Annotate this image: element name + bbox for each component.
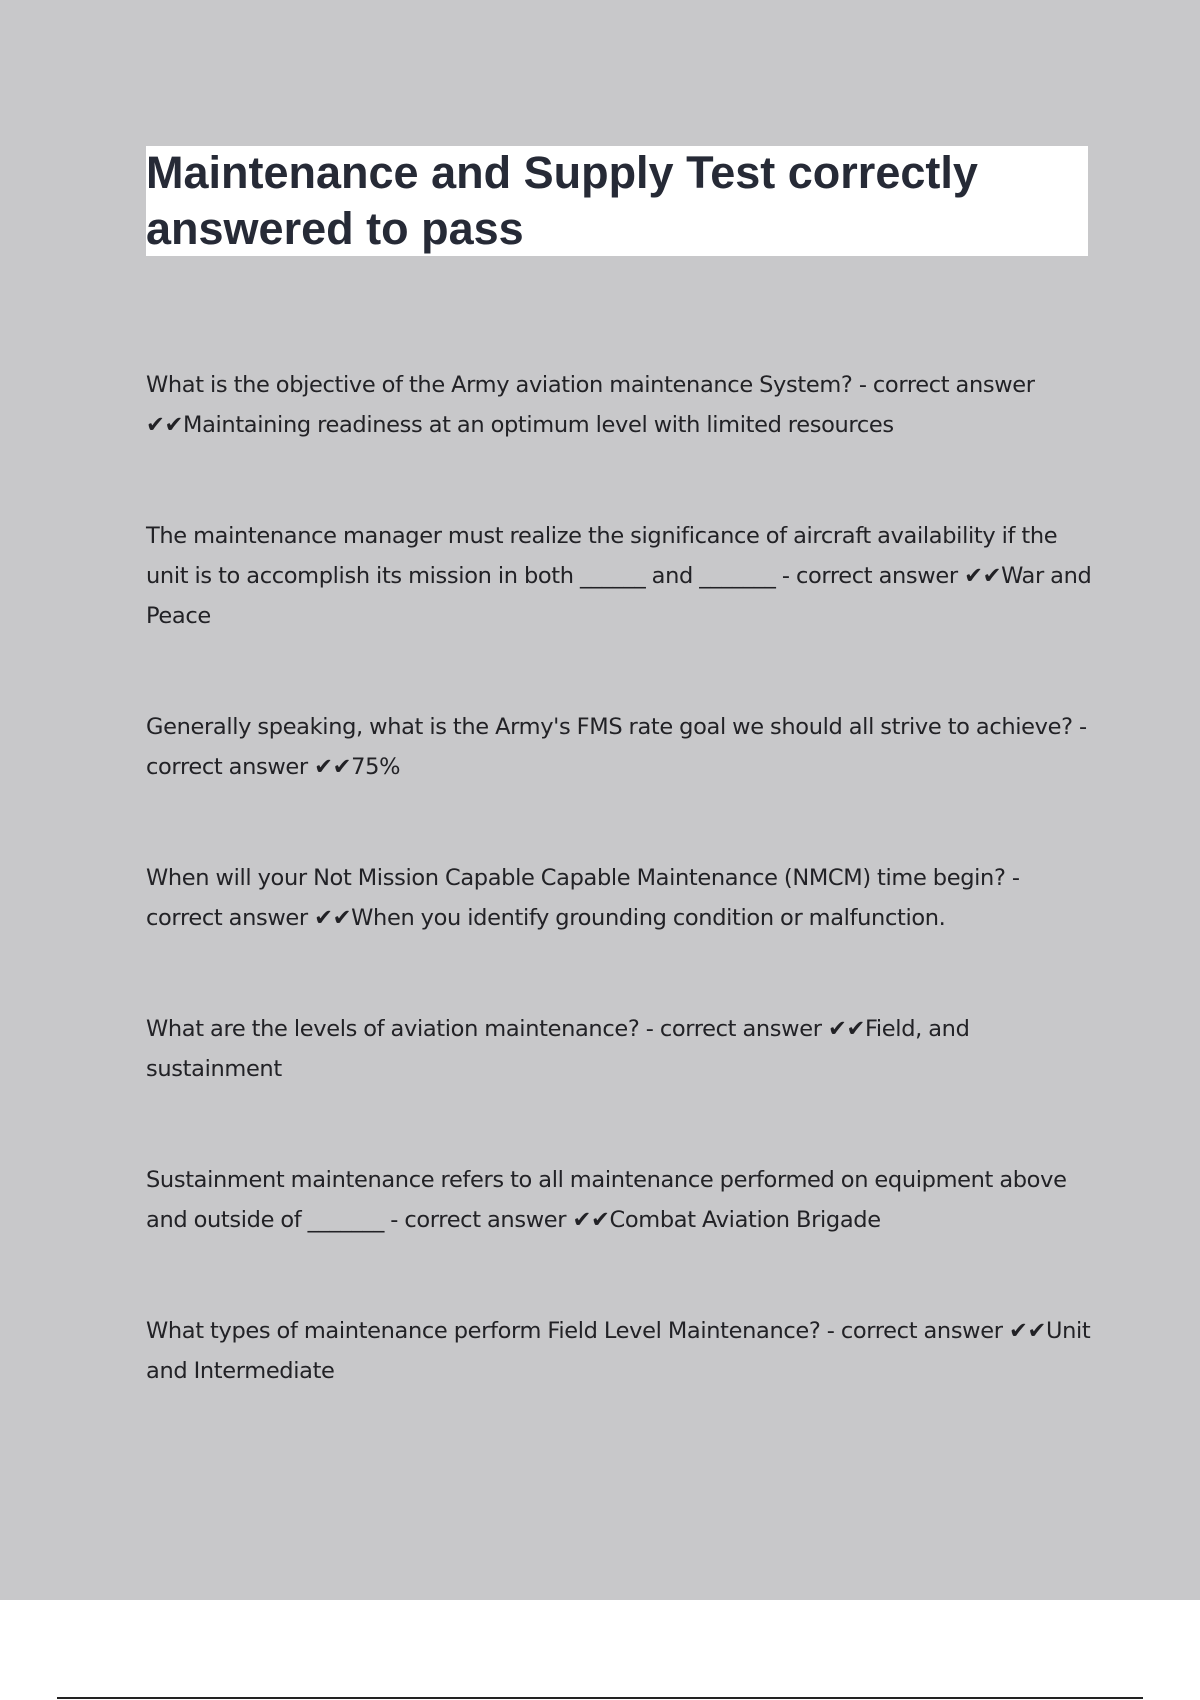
qa-item-5 <box>146 1009 1096 1089</box>
qa-item-7 <box>146 1311 1096 1391</box>
checkmark-icon: ✔✔ <box>964 563 1002 589</box>
checkmark-icon: ✔✔ <box>314 754 352 780</box>
answer-text: Field, and sustainment <box>146 1016 970 1082</box>
answer-text: Maintaining readiness at an optimum level with limited resources <box>183 412 894 438</box>
qa-item-1 <box>146 365 1096 445</box>
checkmark-icon: ✔✔ <box>572 1207 610 1233</box>
title-highlight-box <box>146 146 1088 256</box>
footer-divider <box>57 1697 1143 1699</box>
question-text: The maintenance manager must realize the significance of aircraft availability if the unit is to accomplish its mission in both ______ and _______ - correct answer <box>146 523 1058 589</box>
answer-text: When you identify grounding condition or malfunction. <box>351 905 946 931</box>
document-title: Maintenance and Supply Test correctly answered to pass <box>146 147 978 254</box>
question-text: What types of maintenance perform Field Level Maintenance? - correct answer <box>146 1318 1003 1344</box>
answer-text: Combat Aviation Brigade <box>609 1207 881 1233</box>
checkmark-icon: ✔✔ <box>314 905 352 931</box>
qa-item-4 <box>146 858 1096 938</box>
question-text: What is the objective of the Army aviation maintenance System? - correct answer <box>146 372 1035 398</box>
question-text: What are the levels of aviation maintenance? - correct answer <box>146 1016 822 1042</box>
question-text: Generally speaking, what is the Army's FMS rate goal we should all strive to achieve? - correct answer <box>146 714 1087 780</box>
question-text: When will your Not Mission Capable Capable Maintenance (NMCM) time begin? - correct answer <box>146 865 1020 931</box>
qa-item-3 <box>146 707 1096 787</box>
answer-text: Unit and Intermediate <box>146 1318 1091 1384</box>
answer-text: War and Peace <box>146 563 1092 629</box>
qa-item-6 <box>146 1160 1096 1240</box>
qa-item-2 <box>146 516 1096 636</box>
qa-list <box>146 365 1096 1391</box>
question-text: Sustainment maintenance refers to all maintenance performed on equipment above and outside of _______ - correct answer <box>146 1167 1067 1233</box>
checkmark-icon: ✔✔ <box>146 412 184 438</box>
answer-text: 75% <box>351 754 401 780</box>
checkmark-icon: ✔✔ <box>827 1016 865 1042</box>
checkmark-icon: ✔✔ <box>1008 1318 1046 1344</box>
